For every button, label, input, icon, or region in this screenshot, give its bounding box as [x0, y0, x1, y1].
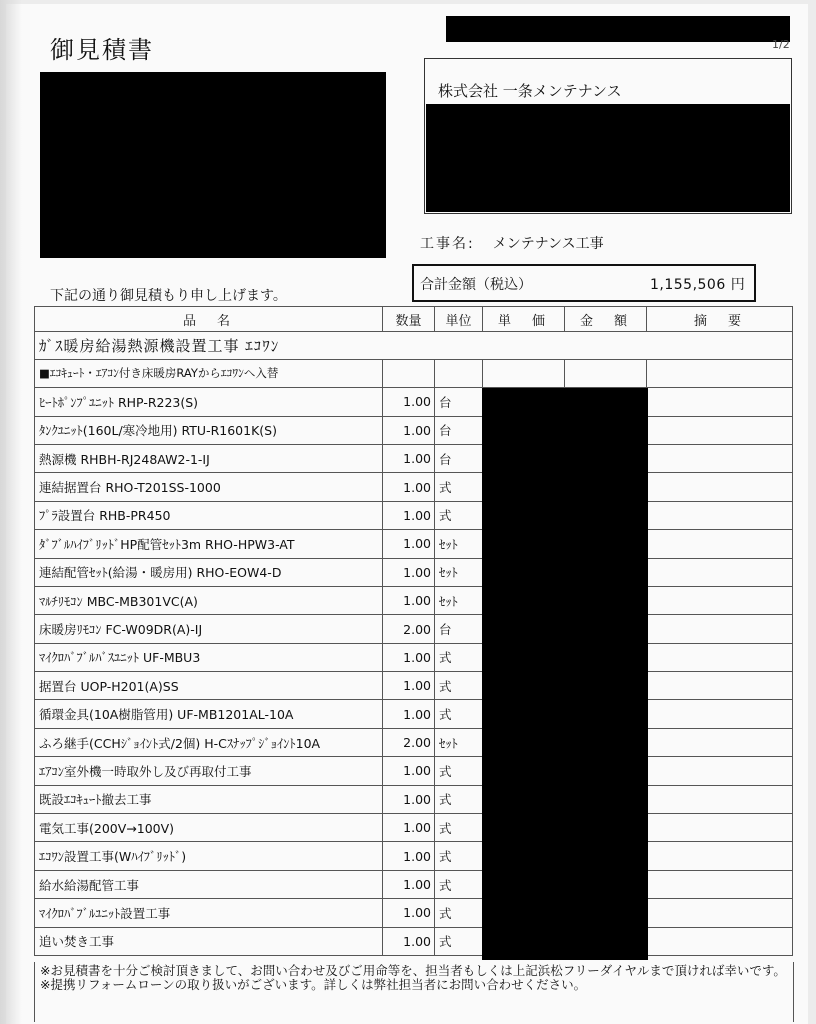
item-unit: ｾｯﾄ [435, 586, 483, 614]
vendor-name: 株式会社 一条メンテナンス [438, 82, 622, 100]
item-qty: 2.00 [383, 728, 435, 756]
item-remarks [647, 586, 793, 614]
table-row [35, 672, 793, 700]
item-name: 循環金具(10A樹脂管用) UF-MB1201AL-10A [35, 700, 383, 728]
item-remarks [647, 615, 793, 643]
page-number: 1/2 [772, 38, 790, 51]
table-header-row [35, 307, 793, 332]
item-remarks [647, 501, 793, 529]
items-table [34, 306, 793, 956]
item-name: ﾋｰﾄﾎﾟﾝﾌﾟﾕﾆｯﾄ RHP-R223(S) [35, 388, 383, 416]
item-unit: 式 [435, 700, 483, 728]
project-name: メンテナンス工事 [492, 236, 604, 252]
item-qty: 1.00 [383, 643, 435, 671]
intro-text: 下記の通り御見積もり申し上げます。 [50, 288, 287, 304]
table-row [35, 757, 793, 785]
document-title: 御見積書 [50, 36, 154, 64]
item-qty: 1.00 [383, 388, 435, 416]
table-row [35, 473, 793, 501]
item-name: 既設ｴｺｷｭｰﾄ撤去工事 [35, 785, 383, 813]
section-title: ｶﾞｽ暖房給湯熱源機設置工事 ｴｺﾜﾝ [35, 332, 793, 360]
item-qty: 1.00 [383, 672, 435, 700]
redacted-block [426, 104, 790, 212]
item-unit: 式 [435, 842, 483, 870]
item-remarks [647, 899, 793, 927]
item-unit: ｾｯﾄ [435, 530, 483, 558]
table-row [35, 586, 793, 614]
item-qty: 1.00 [383, 785, 435, 813]
item-unit: 台 [435, 416, 483, 444]
item-qty: 1.00 [383, 530, 435, 558]
item-qty: 1.00 [383, 416, 435, 444]
table-row [35, 558, 793, 586]
note-1: ※お見積書を十分ご検討頂きまして、お問い合わせ及びご用命等を、担当者もしくは上記浜松フリーダイヤルまで頂ければ幸いです。 [40, 963, 786, 978]
item-remarks [647, 814, 793, 842]
item-unit: 式 [435, 473, 483, 501]
item-unit: 式 [435, 757, 483, 785]
item-remarks [647, 416, 793, 444]
item-name: 連結配管ｾｯﾄ(給湯・暖房用) RHO-EOW4-D [35, 558, 383, 586]
cell-unit [435, 359, 483, 387]
item-name: ｴｱｺﾝ室外機一時取外し及び再取付工事 [35, 757, 383, 785]
header-name: 品 名 [35, 307, 383, 332]
item-qty: 1.00 [383, 842, 435, 870]
item-unit: 式 [435, 785, 483, 813]
header-unit-price: 単 価 [483, 307, 565, 332]
item-unit: ｾｯﾄ [435, 728, 483, 756]
table-row [35, 870, 793, 898]
project-line [420, 233, 604, 253]
item-unit: 式 [435, 501, 483, 529]
item-remarks [647, 672, 793, 700]
page-edge-shadow [0, 0, 22, 1024]
item-qty: 1.00 [383, 700, 435, 728]
header-remarks: 摘 要 [647, 307, 793, 332]
item-remarks [647, 870, 793, 898]
item-remarks [647, 388, 793, 416]
item-remarks [647, 530, 793, 558]
item-name: 熱源機 RHBH-RJ248AW2-1-IJ [35, 444, 383, 472]
item-qty: 1.00 [383, 586, 435, 614]
item-unit: 式 [435, 899, 483, 927]
total-currency: 円 [730, 277, 746, 293]
project-label: 工事名: [420, 236, 475, 252]
redacted-block [446, 16, 790, 42]
sub-heading-row [35, 359, 793, 387]
sub-heading: ■ｴｺｷｭｰﾄ・ｴｱｺﾝ付き床暖房RAYからｴｺﾜﾝへ入替 [35, 359, 383, 387]
table-row [35, 899, 793, 927]
item-unit: 台 [435, 615, 483, 643]
item-remarks [647, 757, 793, 785]
cell-amount [565, 359, 647, 387]
item-qty: 1.00 [383, 501, 435, 529]
item-qty: 1.00 [383, 757, 435, 785]
section-row [35, 332, 793, 360]
item-name: ﾏﾙﾁﾘﾓｺﾝ MBC-MB301VC(A) [35, 586, 383, 614]
item-remarks [647, 842, 793, 870]
item-unit: 式 [435, 927, 483, 955]
table-row [35, 643, 793, 671]
item-unit: 式 [435, 870, 483, 898]
item-name: ﾌﾟﾗ設置台 RHB-PR450 [35, 501, 383, 529]
total-amount: 1,155,506 [650, 277, 726, 293]
item-remarks [647, 473, 793, 501]
header-qty: 数量 [383, 307, 435, 332]
item-qty: 1.00 [383, 473, 435, 501]
item-name: 電気工事(200V→100V) [35, 814, 383, 842]
table-row [35, 728, 793, 756]
item-name: ﾀﾝｸﾕﾆｯﾄ(160L/寒冷地用) RTU-R1601K(S) [35, 416, 383, 444]
item-name: ﾏｲｸﾛﾊﾞﾌﾞﾙﾊﾞｽﾕﾆｯﾄ UF-MBU3 [35, 643, 383, 671]
item-name: 据置台 UOP-H201(A)SS [35, 672, 383, 700]
item-name: ｴｺﾜﾝ設置工事(Wﾊｲﾌﾞﾘｯﾄﾞ) [35, 842, 383, 870]
item-qty: 2.00 [383, 615, 435, 643]
item-name: ふろ継手(CCHｼﾞｮｲﾝﾄ式/2個) H-Cｽﾅｯﾌﾟｼﾞｮｲﾝﾄ10A [35, 728, 383, 756]
item-remarks [647, 700, 793, 728]
item-remarks [647, 643, 793, 671]
table-row [35, 416, 793, 444]
table-row [35, 785, 793, 813]
item-name: 床暖房ﾘﾓｺﾝ FC-W09DR(A)-IJ [35, 615, 383, 643]
table-row [35, 814, 793, 842]
total-label: 合計金額（税込） [420, 277, 532, 293]
cell-unit-price [483, 359, 565, 387]
table-row [35, 501, 793, 529]
item-qty: 1.00 [383, 899, 435, 927]
item-unit: 式 [435, 814, 483, 842]
item-name: 連結据置台 RHO-T201SS-1000 [35, 473, 383, 501]
table-row [35, 927, 793, 955]
item-qty: 1.00 [383, 558, 435, 586]
notes [40, 964, 795, 992]
cell-remarks [647, 359, 793, 387]
redacted-prices [482, 388, 648, 960]
item-unit: ｾｯﾄ [435, 558, 483, 586]
table-row [35, 530, 793, 558]
item-unit: 台 [435, 444, 483, 472]
item-qty: 1.00 [383, 927, 435, 955]
item-name: 追い焚き工事 [35, 927, 383, 955]
item-name: ﾀﾞﾌﾞﾙﾊｲﾌﾞﾘｯﾄﾞHP配管ｾｯﾄ3m RHO-HPW3-AT [35, 530, 383, 558]
item-remarks [647, 785, 793, 813]
item-remarks [647, 558, 793, 586]
note-2: ※提携リフォームローンの取り扱いがございます。詳しくは弊社担当者にお問い合わせください。 [40, 977, 587, 992]
item-unit: 台 [435, 388, 483, 416]
item-qty: 1.00 [383, 814, 435, 842]
table-row [35, 615, 793, 643]
redacted-block [40, 72, 386, 258]
item-remarks [647, 728, 793, 756]
cell-qty [383, 359, 435, 387]
item-qty: 1.00 [383, 444, 435, 472]
item-name: ﾏｲｸﾛﾊﾞﾌﾞﾙﾕﾆｯﾄ設置工事 [35, 899, 383, 927]
total-amount-line [650, 274, 745, 294]
table-row [35, 388, 793, 416]
item-qty: 1.00 [383, 870, 435, 898]
item-remarks [647, 927, 793, 955]
item-remarks [647, 444, 793, 472]
item-unit: 式 [435, 643, 483, 671]
header-amount: 金 額 [565, 307, 647, 332]
table-row [35, 842, 793, 870]
table-row [35, 700, 793, 728]
header-unit: 単位 [435, 307, 483, 332]
item-unit: 式 [435, 672, 483, 700]
item-name: 給水給湯配管工事 [35, 870, 383, 898]
table-row [35, 444, 793, 472]
